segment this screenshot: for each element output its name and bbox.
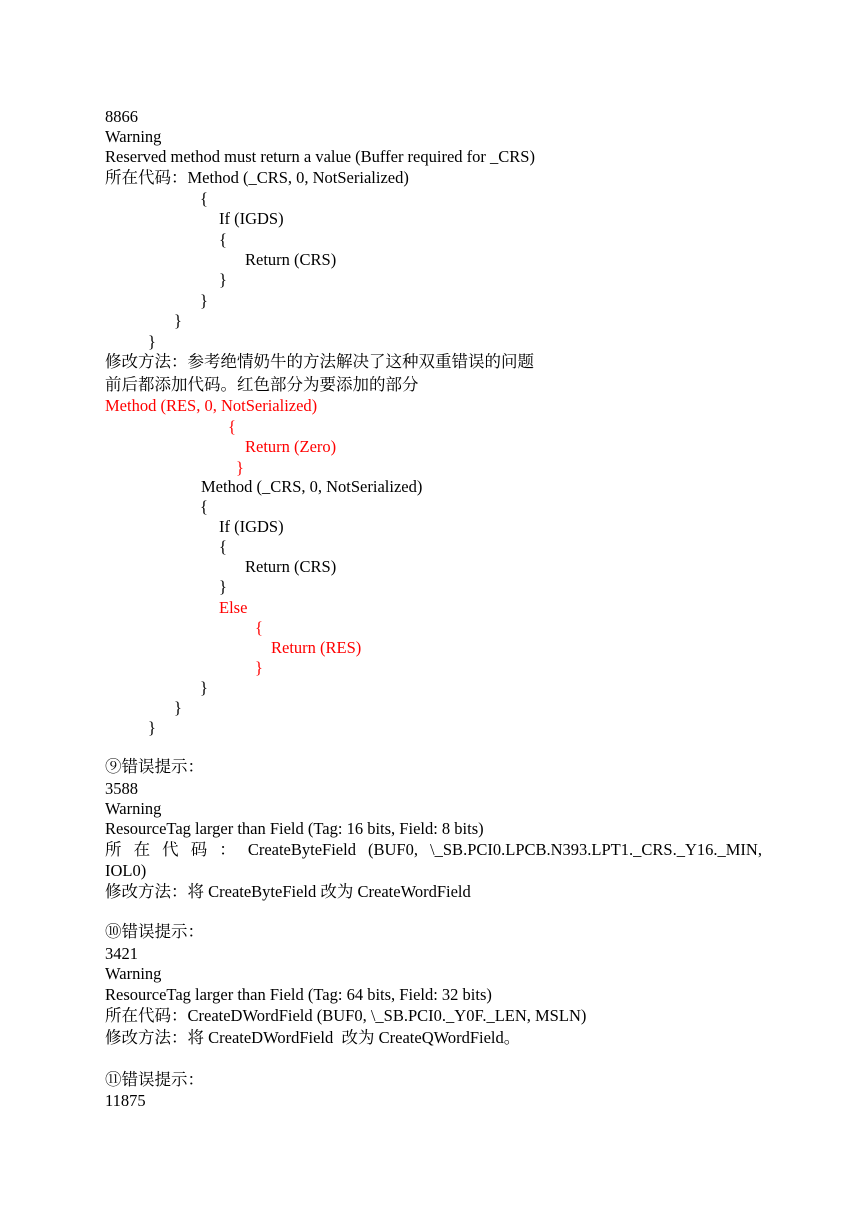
code-token: 代 <box>162 840 179 859</box>
code-token: (BUF0, <box>368 840 418 859</box>
brace-open: { <box>200 497 208 516</box>
if-statement: If (IGDS) <box>219 517 284 536</box>
error-message: ResourceTag larger than Field (Tag: 16 bits, Field: 8 bits) <box>105 819 484 838</box>
brace-open: { <box>219 537 227 556</box>
fix-description: 修改方法：将 CreateByteField 改为 CreateWordField <box>105 882 471 901</box>
error-header: ⑩错误提示： <box>105 922 204 941</box>
code-token: 所 <box>105 840 122 859</box>
method-crs: Method (_CRS, 0, NotSerialized) <box>201 477 423 496</box>
added-brace-close: } <box>255 658 263 677</box>
added-brace-close: } <box>236 458 244 477</box>
code-location-cont: IOL0) <box>105 861 147 880</box>
code-location-line <box>105 840 762 860</box>
error-code: 3421 <box>105 944 138 963</box>
code-location-line: 所在代码：CreateDWordField (BUF0, \_SB.PCI0._Y0F._LEN, MSLN) <box>105 1006 587 1025</box>
brace-close: } <box>219 577 227 596</box>
brace-open: { <box>200 189 208 208</box>
error-message: ResourceTag larger than Field (Tag: 64 bits, Field: 32 bits) <box>105 985 492 1004</box>
added-else: Else <box>219 598 248 617</box>
code-token: \_SB.PCI0.LPCB.N393.LPT1._CRS._Y16._MIN, <box>430 840 762 859</box>
added-method-res: Method (RES, 0, NotSerialized) <box>105 396 318 415</box>
added-brace-open: { <box>255 618 263 637</box>
return-statement: Return (CRS) <box>245 557 337 576</box>
return-statement: Return (CRS) <box>245 250 337 269</box>
code-location-line <box>105 168 409 188</box>
added-return-zero: Return (Zero) <box>245 437 337 456</box>
error-code: 3588 <box>105 779 138 798</box>
brace-close: } <box>174 311 182 330</box>
brace-close: } <box>219 270 227 289</box>
added-return-res: Return (RES) <box>271 638 362 657</box>
code-token: ： <box>219 840 236 859</box>
error-header: ⑨错误提示： <box>105 757 204 776</box>
error-header: ⑪错误提示： <box>105 1070 204 1089</box>
error-level: Warning <box>105 799 162 818</box>
error-code: 8866 <box>105 107 138 126</box>
if-statement: If (IGDS) <box>219 209 284 228</box>
code-token: CreateByteField <box>247 840 356 859</box>
method-crs: Method (_CRS, 0, NotSerialized) <box>187 168 409 187</box>
error-level: Warning <box>105 964 162 983</box>
brace-close: } <box>174 698 182 717</box>
error-message: Reserved method must return a value (Buffer required for _CRS) <box>105 147 535 166</box>
brace-close: } <box>200 678 208 697</box>
brace-close: } <box>148 332 156 351</box>
brace-open: { <box>219 230 227 249</box>
error-code: 11875 <box>105 1091 146 1110</box>
code-token: 在 <box>133 840 151 859</box>
fix-description: 修改方法：将 CreateDWordField 改为 CreateQWordField。 <box>105 1028 521 1047</box>
brace-close: } <box>200 291 208 310</box>
error-level: Warning <box>105 127 162 146</box>
brace-close: } <box>148 718 156 737</box>
added-brace-open: { <box>228 417 236 436</box>
code-label: 所在代码： <box>105 168 188 187</box>
fix-description-cont: 前后都添加代码。红色部分为要添加的部分 <box>105 375 419 394</box>
code-token: 码 <box>190 840 208 859</box>
fix-description: 修改方法：参考绝情奶牛的方法解决了这种双重错误的问题 <box>105 352 534 371</box>
